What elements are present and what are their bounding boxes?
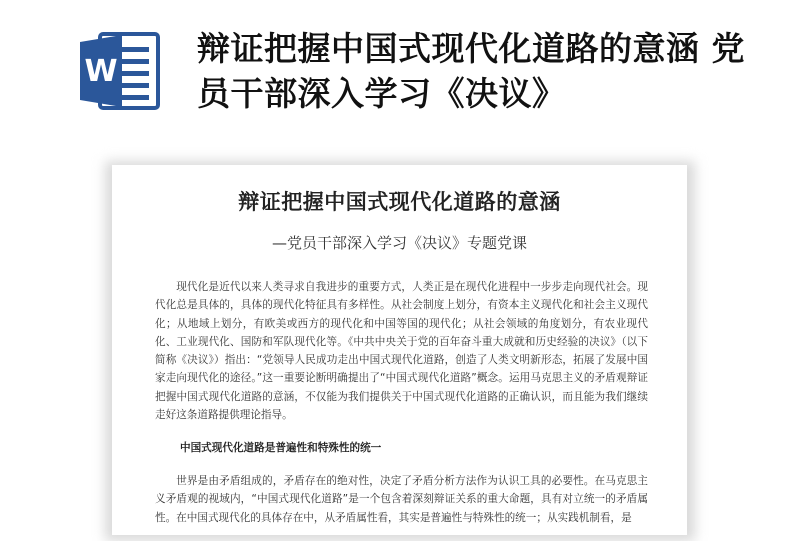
word-document-icon: [78, 30, 164, 112]
paragraph-intro: 现代化是近代以来人类寻求自我进步的重要方式，人类正是在现代化进程中一步步走向现代社会。现代化总是具体的，具体的现代化特征具有多样性。从社会制度上划分，有资本主义现代化和社会主义现代化；从地域上划分，有欧美或西方的现代化和中国等国的现代化；从社会领域的角度划分，有农业现代化、工业现代化、国防和军队现代化等。《中共中央关于党的百年奋斗重大成就和历史经验的决议》（以下简称《决议》）指出：“党领导人民成功走出中国式现代化道路，创造了人类文明新形态，拓展了发展中国家走向现代化的途径。”这一重要论断明确提出了“中国式现代化道路”概念。运用马克思主义的矛盾观辩证把握中国式现代化道路的意涵，不仅能为我们提供关于中国式现代化道路的正确认识，而且能为我们继续走好这条道路提供理论指导。: [155, 281, 648, 422]
document-page: [112, 165, 687, 535]
word-icon-letter: W: [84, 54, 118, 89]
page-header: [0, 0, 800, 140]
document-subtitle: —党员干部深入学习《决议》专题党课: [271, 234, 527, 252]
page-title: 辩证把握中国式现代化道路的意涵 党员干部深入学习《决议》: [197, 29, 745, 113]
section-heading: 中国式现代化道路是普遍性和特殊性的统一: [180, 442, 382, 454]
document-title: 辩证把握中国式现代化道路的意涵: [238, 190, 561, 214]
paragraph-section-1: 世界是由矛盾组成的，矛盾存在的绝对性，决定了矛盾分析方法作为认识工具的必要性。在马克思主义矛盾观的视域内，“中国式现代化道路”是一个包含着深刻辩证关系的重大命题，具有对立统一的矛盾属性。在中国式现代化的具体存在中，从矛盾属性看，其实是普遍性与特殊性的统一；从实践机制看，是: [155, 475, 648, 524]
